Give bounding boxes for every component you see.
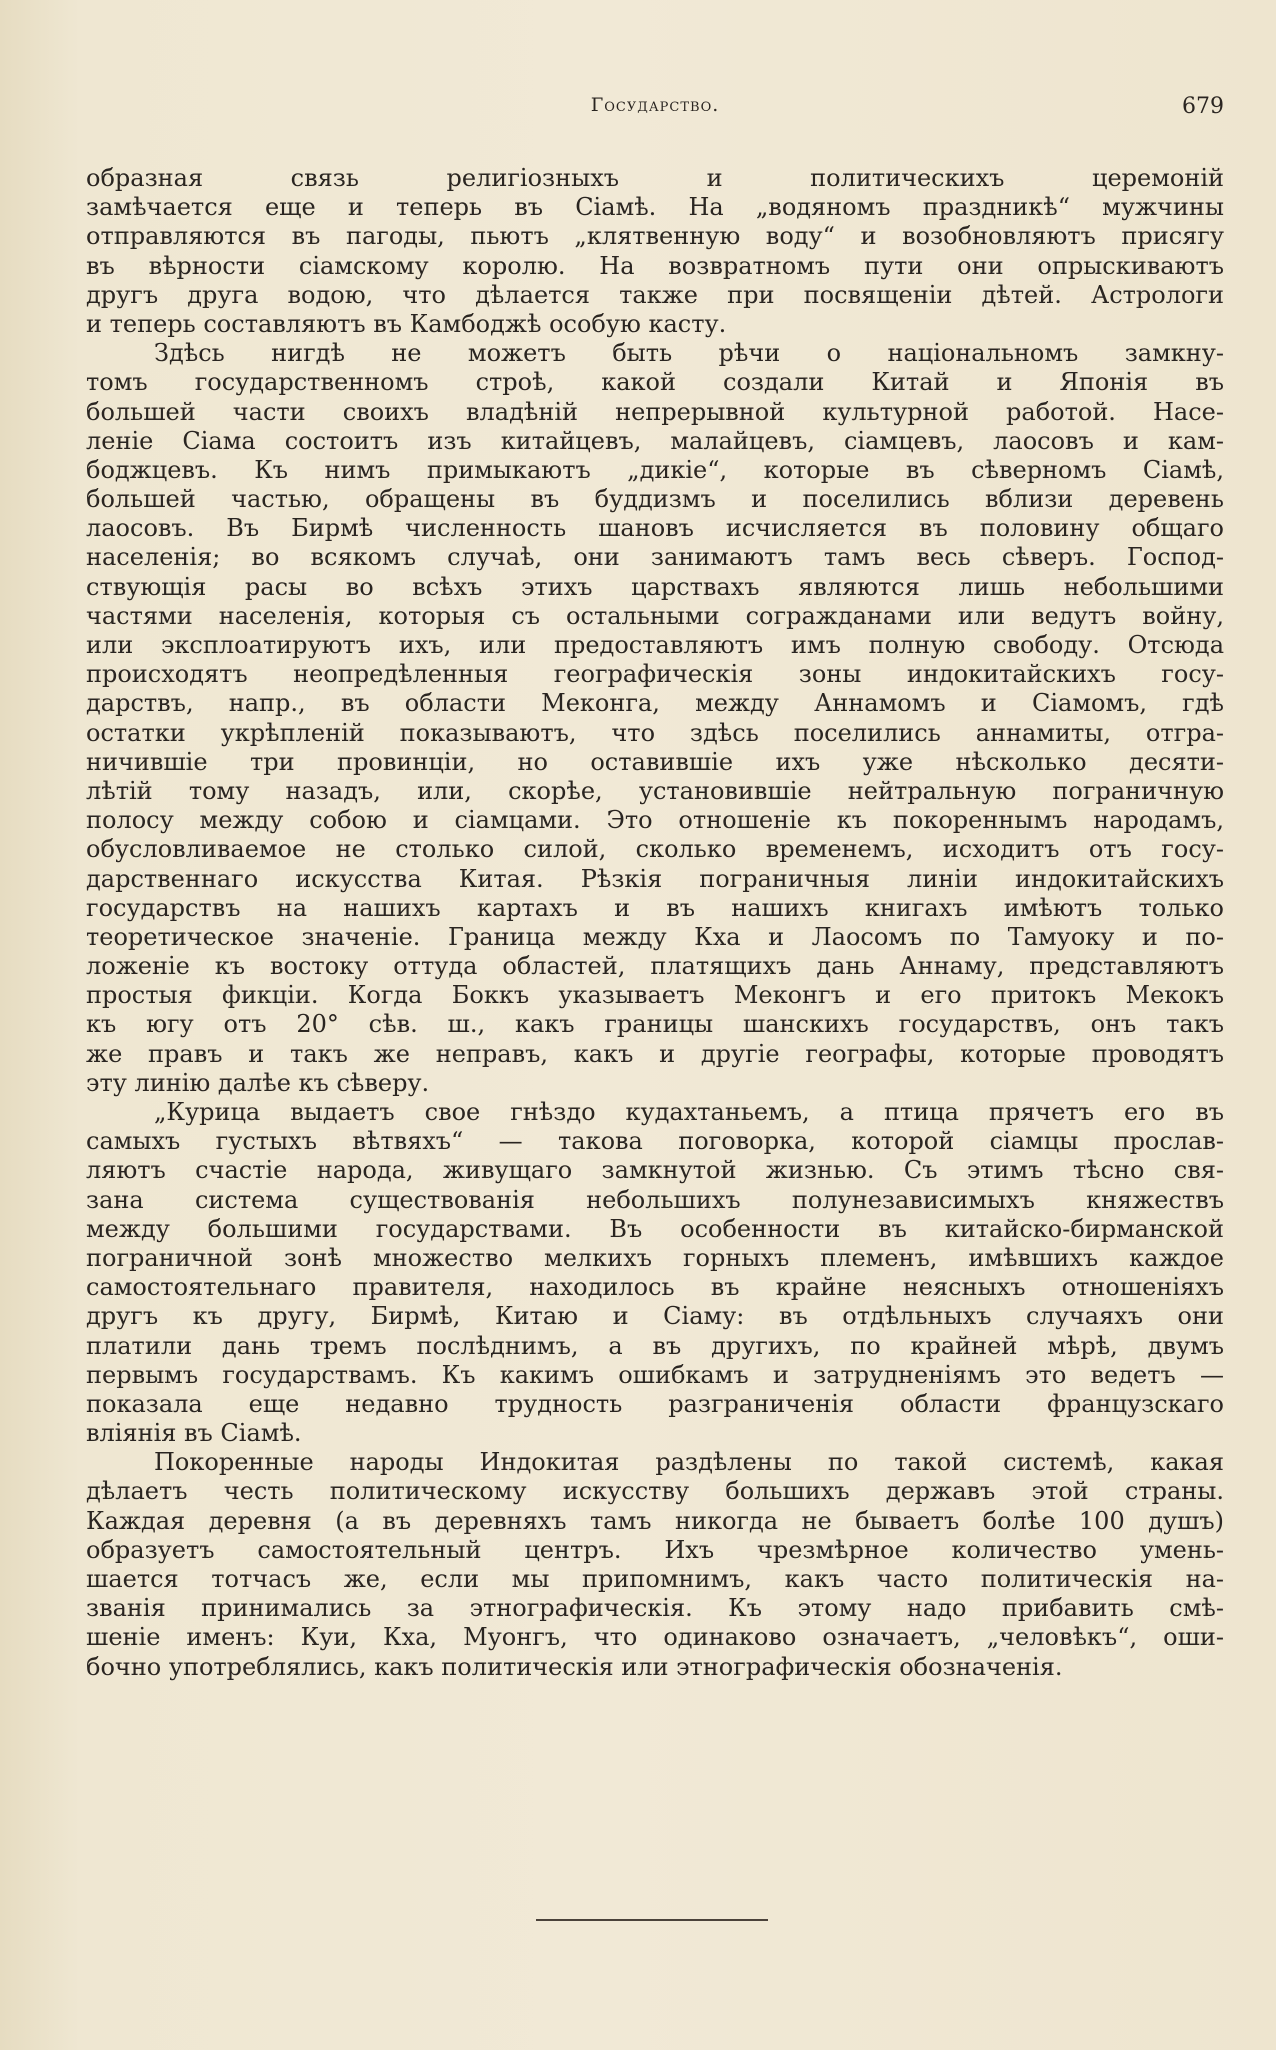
text-line: первымъ государствамъ. Къ какимъ ошибкамъ и затрудненiямъ это ведетъ — <box>86 1360 1224 1389</box>
text-line: самыхъ густыхъ вѣтвяхъ“ — такова поговорка, которой сiамцы прослав- <box>86 1127 1224 1156</box>
text-body <box>86 164 1224 1682</box>
text-line: дарственнаго искусства Китая. Рѣзкiя пограничныя линiи индокитайскихъ <box>86 864 1224 893</box>
text-line: томъ государственномъ строѣ, какой создали Китай и Японiя въ <box>86 368 1224 397</box>
running-head: Государство. <box>590 94 720 116</box>
text-line: обусловливаемое не столько силой, сколько временемъ, исходитъ отъ госу- <box>86 835 1224 864</box>
text-line: ленiе Сiама состоитъ изъ китайцевъ, малайцевъ, сiамцевъ, лаосовъ и кам- <box>86 426 1224 455</box>
text-line: влiянiя въ Сiамѣ. <box>86 1419 302 1448</box>
text-line: зана система существованiя небольшихъ полунезависимыхъ княжествъ <box>86 1185 1224 1214</box>
text-line: дѣлаетъ честь политическому искусству большихъ державъ этой страны. <box>86 1477 1224 1506</box>
page-header <box>86 94 1224 128</box>
end-rule <box>536 1919 768 1921</box>
text-line: образуетъ самостоятельный центръ. Ихъ чрезмѣрное количество умень- <box>86 1535 1224 1564</box>
text-line: дарствъ, напр., въ области Меконга, между Аннамомъ и Сiамомъ, гдѣ <box>86 689 1224 718</box>
text-line: же правъ и такъ же неправъ, какъ и другiе географы, которые проводятъ <box>86 1039 1224 1068</box>
text-line: большей части своихъ владѣнiй непрерывной культурной работой. Насе- <box>86 397 1224 426</box>
paragraph <box>86 164 1224 339</box>
text-line: пограничной зонѣ множество мелкихъ горныхъ племенъ, имѣвшихъ каждое <box>86 1243 1224 1272</box>
text-line: государствъ на нашихъ картахъ и въ нашихъ книгахъ имѣютъ только <box>86 893 1224 922</box>
text-line: показала еще недавно трудность разграниченiя области французскаго <box>86 1389 1224 1418</box>
text-line: или эксплоатируютъ ихъ, или предоставляютъ имъ полную свободу. Отсюда <box>86 631 1224 659</box>
text-line: званiя принимались за этнографическiя. Къ этому надо прибавить смѣ- <box>86 1594 1224 1623</box>
text-line: простыя фикцiи. Когда Боккъ указываетъ Меконгъ и его притокъ Мекокъ <box>86 981 1224 1010</box>
text-line: къ югу отъ 20° сѣв. ш., какъ границы шанскихъ государствъ, онъ такъ <box>86 1010 1224 1039</box>
text-line: шенiе именъ: Куи, Кха, Муонгъ, что одинаково означаетъ, „человѣкъ“, оши- <box>86 1623 1224 1652</box>
text-line: ничившiе три провинцiи, но оставившiе ихъ уже нѣсколько десяти- <box>86 747 1224 776</box>
paragraph <box>86 1098 1224 1448</box>
text-line: другъ къ другу, Бирмѣ, Китаю и Сiаму: въ отдѣльныхъ случаяхъ они <box>86 1302 1224 1331</box>
text-line: большей частью, обращены въ буддизмъ и поселились вблизи деревень <box>86 485 1224 514</box>
text-line: образная связь религiозныхъ и политическихъ церемонiй <box>86 164 1224 192</box>
text-line: лаосовъ. Въ Бирмѣ численность шановъ исчисляется въ половину общаго <box>86 514 1224 543</box>
text-line: происходятъ неопредѣленныя географическiя зоны индокитайскихъ госу- <box>86 660 1224 689</box>
text-line: эту линiю далѣе къ сѣверу. <box>86 1068 430 1097</box>
text-line: боджцевъ. Къ нимъ примыкаютъ „дикiе“, которые въ сѣверномъ Сiамѣ, <box>86 455 1224 484</box>
text-line: Каждая деревня (а въ деревняхъ тамъ никогда не бываетъ болѣе 100 душъ) <box>86 1506 1224 1535</box>
text-line: замѣчается еще и теперь въ Сiамѣ. На „водяномъ праздникѣ“ мужчины <box>86 193 1224 222</box>
text-line: ложенiе къ востоку оттуда областей, платящихъ дань Аннаму, представляютъ <box>86 952 1224 981</box>
text-line: „Курица выдаетъ свое гнѣздо кудахтаньемъ, а птица прячетъ его въ <box>154 1098 1224 1126</box>
text-line: самостоятельнаго правителя, находилось въ крайне неясныхъ отношенiяхъ <box>86 1273 1224 1302</box>
text-line: отправляются въ пагоды, пьютъ „клятвенную воду“ и возобновляютъ присягу <box>86 222 1224 251</box>
paragraph <box>86 339 1224 1098</box>
text-line: ляютъ счастiе народа, живущаго замкнутой жизнью. Съ этимъ тѣсно свя- <box>86 1156 1224 1185</box>
text-line: между большими государствами. Въ особенности въ китайско-бирманской <box>86 1214 1224 1243</box>
page-number: 679 <box>1182 94 1224 119</box>
text-line: населенiя; во всякомъ случаѣ, они занимаютъ тамъ весь сѣверъ. Господ- <box>86 543 1224 572</box>
text-line: Здѣсь нигдѣ не можетъ быть рѣчи о нацiональномъ замкну- <box>154 339 1224 368</box>
text-line: другъ друга водою, что дѣлается также при посвященiи дѣтей. Астрологи <box>86 280 1224 309</box>
text-line: полосу между собою и сiамцами. Это отношенiе къ покореннымъ народамъ, <box>86 806 1224 835</box>
text-line: платили дань тремъ послѣднимъ, а въ другихъ, по крайней мѣрѣ, двумъ <box>86 1331 1224 1360</box>
text-line: бочно употреблялись, какъ политическiя или этнографическiя обозначенiя. <box>86 1652 1063 1681</box>
text-line: Покоренные народы Индокитая раздѣлены по такой системѣ, какая <box>154 1448 1224 1477</box>
text-line: теоретическое значенiе. Граница между Кха и Лаосомъ по Тамуоку и по- <box>86 922 1224 951</box>
paragraph <box>86 1448 1224 1682</box>
text-line: шается тотчасъ же, если мы припомнимъ, какъ часто политическiя на- <box>86 1565 1224 1593</box>
text-line: въ вѣрности сiамскому королю. На возвратномъ пути они опрыскиваютъ <box>86 251 1224 280</box>
text-line: ствующiя расы во всѣхъ этихъ царствахъ являются лишь небольшими <box>86 572 1224 601</box>
text-line: и теперь составляютъ въ Камбоджѣ особую касту. <box>86 309 727 338</box>
text-line: лѣтiй тому назадъ, или, скорѣе, установившiе нейтральную пограничную <box>86 776 1224 805</box>
text-line: остатки укрѣпленiй показываютъ, что здѣсь поселились аннамиты, отгра- <box>86 718 1224 747</box>
text-line: частями населенiя, которыя съ остальными согражданами или ведутъ войну, <box>86 601 1224 630</box>
